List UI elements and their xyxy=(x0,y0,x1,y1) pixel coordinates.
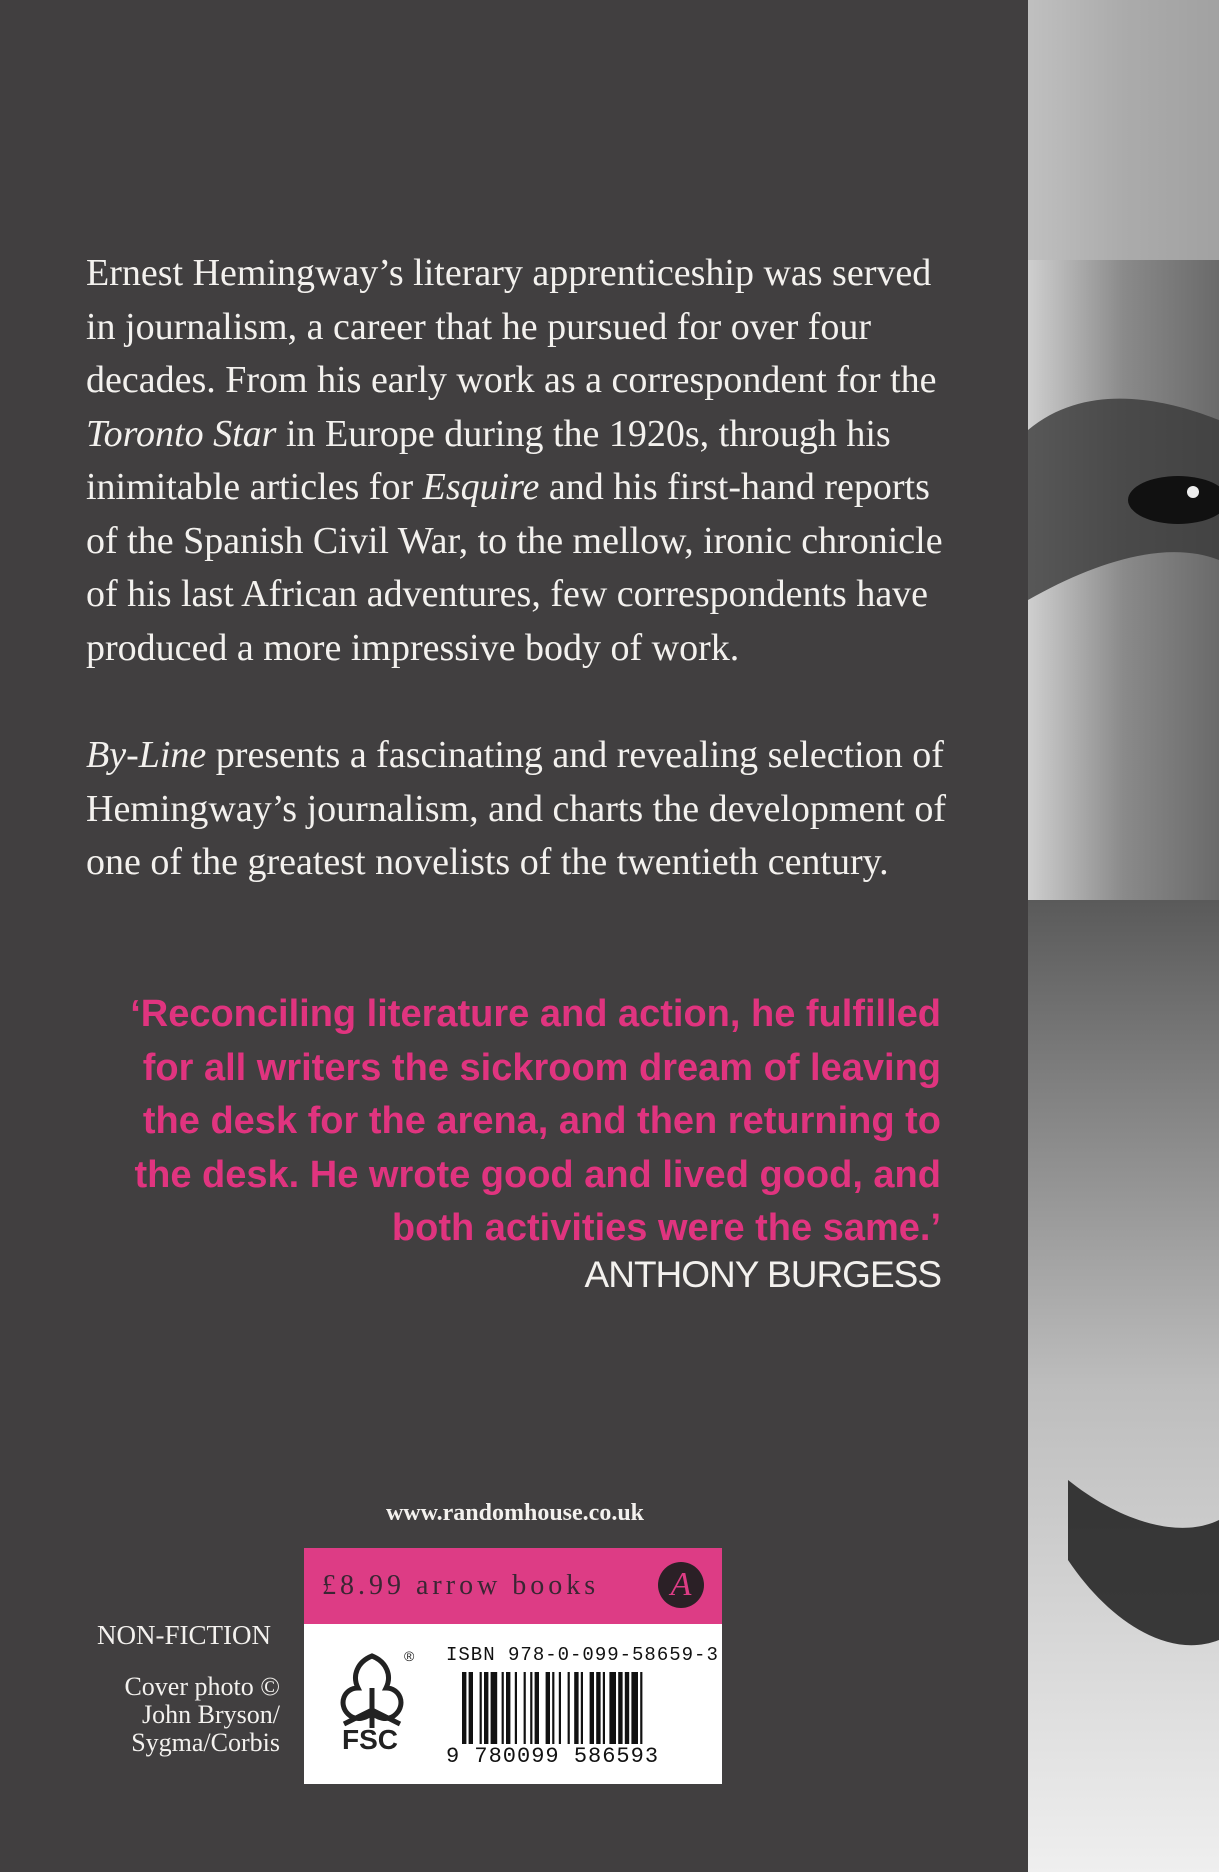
fsc-label: FSC xyxy=(342,1724,398,1755)
author-photo xyxy=(1028,0,1219,1872)
title-toronto-star: Toronto Star xyxy=(86,412,277,455)
barcode-panel xyxy=(304,1548,722,1784)
quote-author: ANTHONY BURGESS xyxy=(584,1254,941,1295)
price-bar xyxy=(304,1548,722,1624)
title-by-line: By-Line xyxy=(86,734,207,776)
publisher-website: www.randomhouse.co.uk xyxy=(385,1500,645,1526)
barcode-digits: 9 780099 586593 xyxy=(446,1744,660,1769)
arrow-books-logo-icon: A xyxy=(658,1562,704,1608)
fsc-registered-mark: ® xyxy=(404,1648,415,1664)
barcode-icon xyxy=(462,1672,680,1744)
review-quote: ‘Reconciling literature and action, he fulfilled for all writers the sickroom dream of leaving the desk for the arena, and then returning to the desk. He wrote good and lived good, and both activities were the same.’ xyxy=(130,993,941,1249)
price-publisher-text: £8.99 arrow books xyxy=(322,1570,600,1601)
isbn: ISBN 978-0-099-58659-3 xyxy=(446,1644,719,1666)
blurb-paragraph-2: By-Line presents a fascinating and revealing selection of Hemingway’s journalism, and charts the development of one of the greatest novelists of the twentieth century. xyxy=(86,734,947,883)
title-esquire: Esquire xyxy=(422,466,540,508)
blurb-paragraph-1: Ernest Hemingway’s literary apprenticeship was served in journalism, a career that he pursued for over four decades. From his early work as a correspondent for the Toronto Star in Europe during the 1920s, through his inimitable articles for Esquire and his first-hand reports of the Spanish Civil War, to the mellow, ironic chronicle of his last African adventures, few correspondents have produced a more impressive body of work. xyxy=(86,252,943,669)
category-label: NON-FICTION xyxy=(97,1620,271,1650)
author-photo-image xyxy=(1028,0,1219,1872)
blurb xyxy=(86,247,956,890)
photo-credit: Cover photo © John Bryson/ Sygma/Corbis xyxy=(124,1672,280,1757)
